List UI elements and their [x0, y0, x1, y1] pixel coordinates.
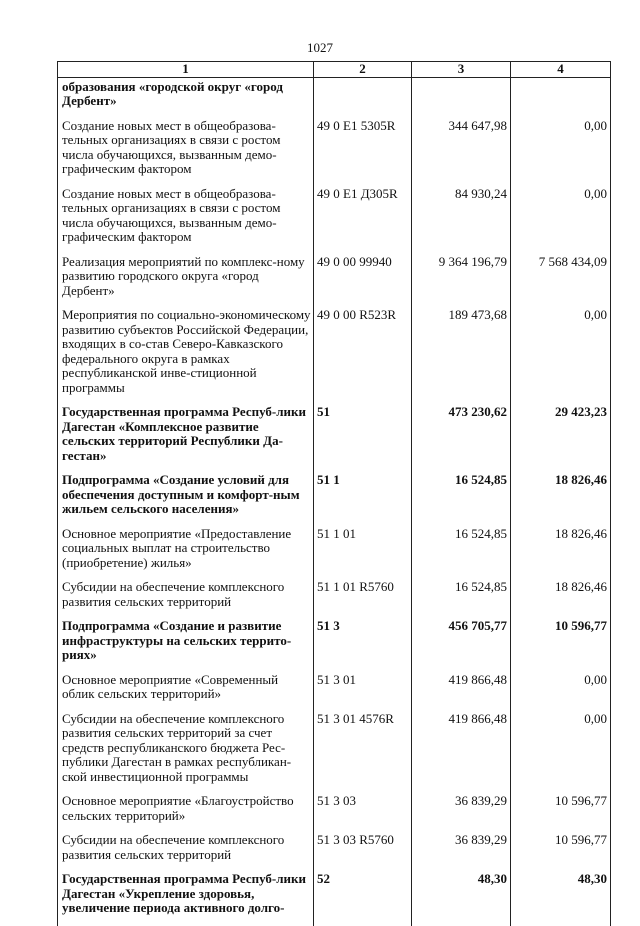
column-header: 4 [511, 62, 611, 78]
row-value-4-cell: 18 826,46 [511, 580, 611, 619]
table-row [58, 187, 611, 255]
table-row [58, 77, 611, 119]
row-name-cell: Подпрограмма «Создание условий для обеспечения доступным и комфорт-ным жильем сельского населения» [58, 473, 314, 527]
row-value-3-cell [412, 77, 511, 119]
table-row [58, 308, 611, 405]
row-name-cell: Реализация мероприятий по комплекс-ному развитию городского округа «город Дербент» [58, 255, 314, 309]
row-value-3-cell: 344 647,98 [412, 119, 511, 187]
row-code-cell: 49 0 00 99940 [314, 255, 412, 309]
row-value-4-cell: 0,00 [511, 119, 611, 187]
table-row [58, 527, 611, 581]
row-name-cell: Создание новых мест в общеобразова-тельных организациях в связи с ростом числа обучающихся, вызванным демо-графическим фактором [58, 187, 314, 255]
row-code-cell: 51 [314, 405, 412, 473]
row-value-4-cell: 48,30 [511, 872, 611, 926]
row-value-4-cell: 10 596,77 [511, 619, 611, 673]
table-row [58, 580, 611, 619]
row-name-cell: Государственная программа Респуб-лики Дагестан «Комплексное развитие сельских территорий Республики Да-гестан» [58, 405, 314, 473]
table-row [58, 405, 611, 473]
row-value-3-cell: 473 230,62 [412, 405, 511, 473]
row-value-4-cell: 0,00 [511, 712, 611, 795]
row-value-4-cell: 18 826,46 [511, 527, 611, 581]
row-code-cell: 49 0 E1 5305R [314, 119, 412, 187]
row-value-3-cell: 419 866,48 [412, 712, 511, 795]
row-name-cell: Субсидии на обеспечение комплексного развития сельских территорий за счет средств республиканского бюджета Рес-публики Дагестан в рамках республикан-ской инвестиционной программы [58, 712, 314, 795]
row-value-4-cell: 0,00 [511, 187, 611, 255]
table-row [58, 794, 611, 833]
table-row [58, 119, 611, 187]
row-code-cell: 49 0 00 R523R [314, 308, 412, 405]
column-header: 3 [412, 62, 511, 78]
table-body [58, 77, 611, 926]
row-name-cell: Основное мероприятие «Благоустройство сельских территорий» [58, 794, 314, 833]
row-value-3-cell: 84 930,24 [412, 187, 511, 255]
row-code-cell: 51 3 03 [314, 794, 412, 833]
budget-table [57, 61, 611, 926]
row-code-cell: 51 1 01 R5760 [314, 580, 412, 619]
row-value-3-cell: 9 364 196,79 [412, 255, 511, 309]
row-code-cell: 52 [314, 872, 412, 926]
row-value-3-cell: 16 524,85 [412, 580, 511, 619]
table-row [58, 712, 611, 795]
row-value-4-cell: 18 826,46 [511, 473, 611, 527]
row-value-4-cell: 0,00 [511, 673, 611, 712]
row-value-4-cell: 29 423,23 [511, 405, 611, 473]
table-row [58, 619, 611, 673]
row-value-3-cell: 456 705,77 [412, 619, 511, 673]
row-value-4-cell: 0,00 [511, 308, 611, 405]
row-name-cell: Мероприятия по социально-экономическому развитию субъектов Российской Федерации, входящих в со-став Северо-Кавказского федерального округа в рамках республиканской инве-стиционной программы [58, 308, 314, 405]
row-code-cell: 51 1 01 [314, 527, 412, 581]
row-name-cell: образования «городской округ «город Дербент» [58, 77, 314, 119]
row-value-3-cell: 48,30 [412, 872, 511, 926]
row-code-cell [314, 77, 412, 119]
table-row [58, 872, 611, 926]
row-code-cell: 51 3 [314, 619, 412, 673]
table-row [58, 255, 611, 309]
row-name-cell: Основное мероприятие «Предоставление социальных выплат на строительство (приобретение) жилья» [58, 527, 314, 581]
row-value-3-cell: 16 524,85 [412, 473, 511, 527]
table-row [58, 833, 611, 872]
row-value-4-cell: 7 568 434,09 [511, 255, 611, 309]
row-name-cell: Субсидии на обеспечение комплексного развития сельских территорий [58, 580, 314, 619]
table-row [58, 473, 611, 527]
row-value-3-cell: 16 524,85 [412, 527, 511, 581]
column-header: 1 [58, 62, 314, 78]
row-code-cell: 49 0 E1 Д305R [314, 187, 412, 255]
row-value-3-cell: 419 866,48 [412, 673, 511, 712]
row-code-cell: 51 1 [314, 473, 412, 527]
row-value-3-cell: 189 473,68 [412, 308, 511, 405]
column-header: 2 [314, 62, 412, 78]
row-name-cell: Субсидии на обеспечение комплексного развития сельских территорий [58, 833, 314, 872]
page-number: 1027 [307, 40, 333, 55]
row-value-4-cell [511, 77, 611, 119]
row-code-cell: 51 3 01 [314, 673, 412, 712]
table-row [58, 673, 611, 712]
row-name-cell: Государственная программа Респуб-лики Дагестан «Укрепление здоровья, увеличение периода активного долго- [58, 872, 314, 926]
row-code-cell: 51 3 03 R5760 [314, 833, 412, 872]
row-code-cell: 51 3 01 4576R [314, 712, 412, 795]
row-value-3-cell: 36 839,29 [412, 833, 511, 872]
table-header-row [58, 62, 611, 78]
row-value-4-cell: 10 596,77 [511, 794, 611, 833]
row-value-4-cell: 10 596,77 [511, 833, 611, 872]
row-name-cell: Подпрограмма «Создание и развитие инфраструктуры на сельских террито-риях» [58, 619, 314, 673]
row-value-3-cell: 36 839,29 [412, 794, 511, 833]
row-name-cell: Создание новых мест в общеобразова-тельных организациях в связи с ростом числа обучающихся, вызванным демо-графическим фактором [58, 119, 314, 187]
row-name-cell: Основное мероприятие «Современный облик сельских территорий» [58, 673, 314, 712]
